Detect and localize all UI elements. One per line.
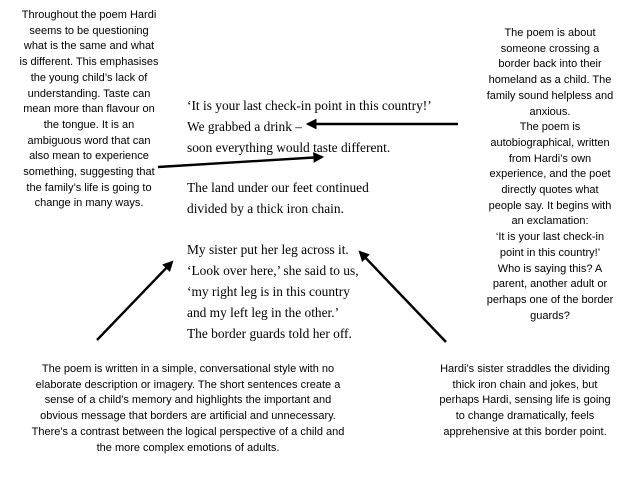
annotation-line: Hardi’s sister straddles the dividing (440, 363, 610, 375)
annotation-line: understanding. Taste can (27, 87, 151, 100)
poem-line: We grabbed a drink – (187, 119, 302, 134)
annotation-line: the tongue. It is an (43, 118, 135, 131)
annotation-line: elaborate description or imagery. The short sentences create a (35, 378, 341, 391)
annotation-line: There's a contrast between the logical perspective of a child and (31, 425, 345, 438)
annotation-bottom-right (425, 362, 625, 441)
poem-line: My sister put her leg across it. (187, 242, 349, 257)
annotation-bottom-left (20, 362, 356, 456)
poem-stanza-2 (187, 177, 369, 219)
annotation-line: an exclamation: (511, 215, 589, 228)
annotation-line: ambiguous word that can (27, 134, 151, 147)
poem-line: ‘Look over here,’ she said to us, (187, 263, 359, 278)
annotation-line: perhaps Hardi, sensing life is going (439, 394, 611, 407)
annotation-line: anxious. (529, 105, 571, 118)
poem-line: ‘my right leg is in this country (187, 284, 350, 299)
annotation-line: Throughout the poem Hardi (21, 9, 157, 21)
annotation-line: point in this country!’ (499, 246, 601, 259)
annotation-line: thick iron chain and jokes, but (452, 378, 598, 391)
annotation-line: The poem is about (504, 27, 596, 39)
annotation-line: someone crossing a (500, 42, 600, 55)
poem-line: and my left leg in the other.’ (187, 305, 340, 320)
annotation-line: the family’s life is going to (26, 181, 152, 194)
annotation-line: parent, another adult or (492, 278, 608, 291)
poem-stanza-3 (187, 239, 359, 344)
annotation-line: family sound helpless and (486, 89, 614, 102)
annotation-line: homeland as a child. The (488, 74, 612, 87)
annotation-line: what is the same and what (23, 40, 155, 53)
annotation-line: sense of a child's memory and highlights the important and (44, 394, 332, 407)
annotation-line: The poem is (519, 121, 581, 134)
annotation-line: seems to be questioning (29, 24, 149, 37)
annotation-line: directly quotes what (501, 184, 599, 197)
annotation-line: mean more than flavour on (23, 103, 155, 116)
poem-stanza-1 (187, 95, 432, 158)
annotation-line: also mean to experience (29, 150, 149, 163)
annotation-line: ‘It is your last check-in (495, 231, 605, 244)
poem-line: ‘It is your last check-in point in this country!’ (187, 98, 432, 113)
annotation-line: Who is saying this? A (497, 262, 603, 275)
annotation-line: perhaps one of the border (486, 293, 614, 306)
arrow-to-taste-line (158, 157, 322, 167)
poem-line: The land under our feet continued (187, 180, 369, 195)
annotation-line: border back into their (498, 58, 602, 71)
annotation-line: apprehensive at this border point. (443, 425, 607, 438)
poem-line: divided by a thick iron chain. (187, 201, 344, 216)
annotation-line: the young child’s lack of (30, 71, 148, 84)
annotation-top-left (8, 8, 170, 212)
annotation-line: people say. It begins with (488, 199, 612, 212)
annotation-line: experience, and the poet (489, 168, 611, 181)
annotation-line: change in many ways. (34, 197, 144, 210)
annotation-line: obvious message that borders are artificial and unnecessary. (40, 410, 336, 423)
annotation-line: guards? (530, 309, 570, 322)
poem-line: soon everything would taste different. (187, 140, 391, 155)
annotation-line: autobiographical, written (490, 136, 610, 149)
poem-line: The border guards told her off. (187, 326, 352, 341)
arrow-to-stanza-3-right (360, 252, 446, 342)
annotation-line: from Hardi’s own (508, 152, 592, 165)
annotation-line: to change dramatically, feels (455, 410, 595, 423)
annotation-line: something, suggesting that (23, 166, 155, 179)
arrow-to-stanza-3-left (97, 262, 172, 340)
annotation-line: is different. This emphasises (19, 56, 159, 69)
annotation-top-right (470, 26, 630, 324)
annotation-line: The poem is written in a simple, conversational style with no (41, 363, 335, 375)
annotation-line: the more complex emotions of adults. (96, 441, 280, 454)
